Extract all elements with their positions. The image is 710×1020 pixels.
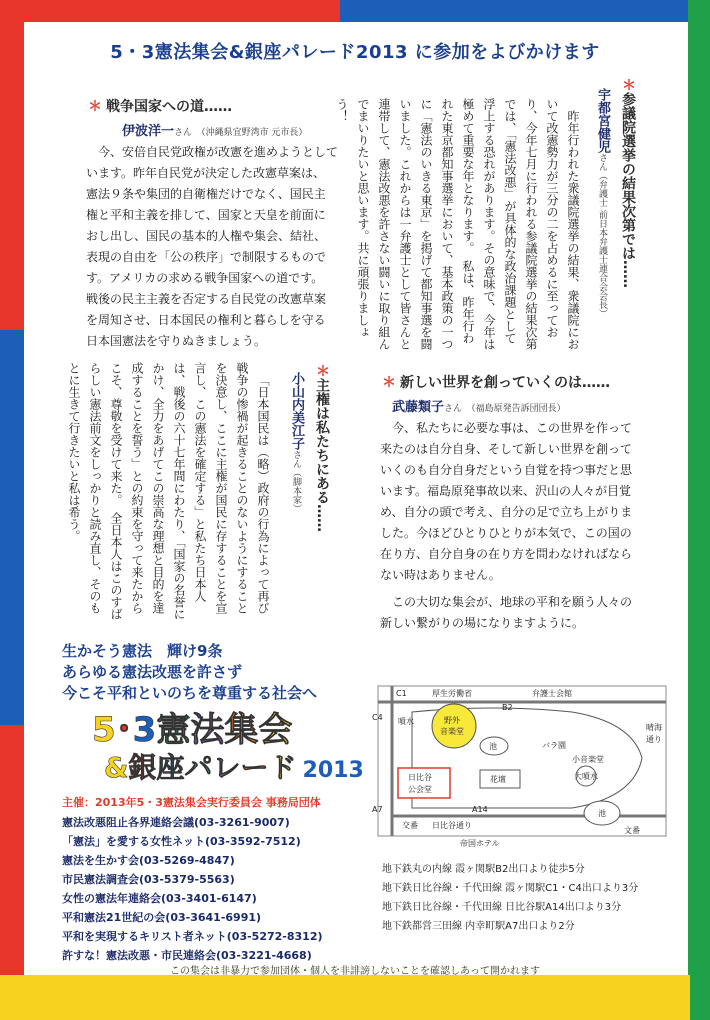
war-body bbox=[86, 142, 358, 352]
organizer-item: 憲法改悪阻止各界連絡会議(03-3261-9007) bbox=[62, 816, 290, 829]
event-title-line2 bbox=[104, 746, 364, 786]
frame-top-left-red bbox=[0, 0, 340, 22]
sovereignty-body: 「日本国民は（略）政府の行為によって再び戦争の惨禍が起きることのないようにすることを決意し、ここに主権が国民に存することを宣言し、この憲法を確定する」と私たち日本人は、戦後の六十七年間にわたり、「国家の名誉にかけ、全力をあげてこの崇高な理想と目的を達成することを誓う」との約束を守って来たからこそ、尊敬を受けて来た。 全日本人はこのすばらしい憲法前文をしっかりと読み直し、そのもとに生きて行きたいと私は希う。 bbox=[67, 362, 270, 620]
newworld-line: 新しい繋がりの場になりますように。 bbox=[380, 616, 585, 630]
event-title-char: ー bbox=[240, 751, 269, 784]
war-line: 日本国憲法を守りぬきましょう。 bbox=[86, 334, 267, 348]
newworld-line: いくのも自分自身だという自覚を持つ事だと思 bbox=[380, 463, 633, 477]
map-label-hibiya1: 日比谷 bbox=[408, 773, 432, 782]
frame-right-green bbox=[688, 0, 710, 1020]
map-label-kadan: 花壇 bbox=[490, 775, 506, 784]
star-icon: ＊ bbox=[88, 99, 102, 115]
organizer-label: 主催：2013年5・3憲法集会実行委員会 事務局団体 bbox=[62, 796, 321, 809]
war-line: 憲法９条や集団的自衛権だけでなく、国民主 bbox=[86, 187, 326, 201]
newworld-body bbox=[380, 418, 670, 634]
event-title-char: レ bbox=[212, 751, 241, 784]
war-line: 今、安倍自民党政権が改憲を進めようとして bbox=[98, 145, 339, 159]
map-label-ike2: 池 bbox=[598, 809, 606, 818]
footer-note: この集会は非暴力で参加団体・個人を非誹謗しないことを確認しあって開かれます bbox=[170, 966, 540, 977]
event-title-char: 憲 bbox=[156, 710, 191, 750]
event-title-char: ド bbox=[268, 751, 297, 784]
newworld-author: 武藤類子さん （福島原発告訴団団長） bbox=[392, 400, 566, 415]
access-item: 地下鉄日比谷線・千代田線 霞ヶ関駅C1・C4出口より3分 bbox=[382, 883, 639, 894]
star-icon: ＊ bbox=[382, 375, 396, 391]
slogan-2: あらゆる憲法改悪を許さず bbox=[62, 663, 243, 681]
newworld-line: め、自分の頭で考え、自分の足で立ち上がりま bbox=[380, 505, 633, 519]
map-label-b2: B2 bbox=[502, 703, 513, 712]
newworld-line: した。今ほどひとりひとりが本気で、この国の bbox=[380, 526, 632, 540]
organizer-item: 許すな！憲法改悪・市民連絡会(03-3221-4668) bbox=[62, 949, 312, 962]
newworld-line: 来たのは自分自身、そして新しい世界を創って bbox=[380, 442, 633, 456]
map-label-hibiya2: 公会堂 bbox=[408, 785, 432, 794]
event-title-char: 銀 bbox=[128, 751, 157, 784]
frame-bottom-yellow bbox=[0, 975, 690, 1020]
newworld-heading: ＊ 新しい世界を創っていくのは…… bbox=[382, 375, 610, 391]
war-line: す。アメリカの求める戦争国家への道です。 bbox=[86, 271, 324, 285]
organizer-item: 「憲法」を愛する女性ネット(03-3592-7512) bbox=[62, 835, 301, 848]
map-label-harumi: 晴海 bbox=[646, 723, 662, 732]
war-line: 戦後の民主主義を否定する自民党の改憲草案 bbox=[86, 292, 327, 306]
election-heading: ＊参議院選挙の結果次第では…… bbox=[620, 78, 636, 288]
frame-left-blue bbox=[0, 330, 24, 725]
map-label-kosei: 厚生労働省 bbox=[432, 689, 472, 698]
war-line: 権と平和主義を排して、国家と天皇を前面に bbox=[86, 208, 326, 222]
organizer-item: 憲法を生かす会(03-5269-4847) bbox=[62, 854, 235, 867]
page-title: 5・3憲法集会&銀座パレード2013 に参加をよびかけます bbox=[110, 42, 600, 63]
sovereignty-author: 小山内美江子さん（脚本家） bbox=[289, 372, 304, 513]
slogan-3: 今こそ平和といのちを尊重する社会へ bbox=[62, 684, 318, 702]
venue-map bbox=[372, 668, 672, 848]
event-title-char: 座 bbox=[156, 751, 185, 784]
war-line: います。昨年自民党が決定した改憲草案は、 bbox=[86, 166, 326, 180]
access-item: 地下鉄日比谷線・千代田線 日比谷駅A14出口より3分 bbox=[382, 902, 622, 913]
map-label-kosukido: 小音楽堂 bbox=[572, 755, 604, 764]
organizer-item: 平和を実現するキリスト者ネット(03-5272-8312) bbox=[62, 930, 323, 943]
map-label-ongakudo: 音楽堂 bbox=[440, 727, 464, 736]
map-label-c1: C1 bbox=[396, 689, 407, 698]
organizer-item: 平和憲法21世紀の会(03-3641-6991) bbox=[62, 911, 262, 924]
map-label-hotel: 帝国ホテル bbox=[460, 839, 500, 848]
map-label-c4: C4 bbox=[372, 713, 383, 722]
war-author: 伊波洋一さん （沖縄県宜野湾市 元市長） bbox=[122, 124, 308, 139]
newworld-line: います。福島原発事故以来、沢山の人々が目覚 bbox=[380, 484, 632, 498]
event-title-char: & bbox=[104, 751, 129, 784]
map-label-bunban: 文番 bbox=[624, 826, 640, 835]
map-label-yagai: 野外 bbox=[444, 716, 460, 725]
map-label-funsui: 噴水 bbox=[398, 717, 414, 726]
event-year: 2013 bbox=[302, 758, 364, 783]
map-label-bengoshi: 弁護士会館 bbox=[532, 689, 572, 698]
newworld-line: 今、私たちに必要な事は、この世界を作って bbox=[392, 421, 633, 435]
election-author: 宇都宮健児さん（弁護士 前日本弁護士連合会会長） bbox=[595, 88, 610, 318]
event-title-char: 5 bbox=[92, 710, 116, 750]
organizer-item: 市民憲法調査会(03-5379-5563) bbox=[62, 873, 235, 886]
slogan-1: 生かそう憲法 輝け9条 bbox=[62, 642, 223, 660]
star-icon: ＊ bbox=[620, 78, 636, 92]
war-heading: ＊ 戦争国家への道…… bbox=[88, 99, 232, 115]
event-title-char: ･ bbox=[115, 710, 133, 750]
frame-top-right-blue bbox=[340, 0, 710, 22]
newworld-line: ない時はありません。 bbox=[380, 568, 501, 582]
organizer-item: 女性の憲法年連絡会(03-3401-6147) bbox=[62, 892, 257, 905]
map-label-kouban: 交番 bbox=[402, 821, 418, 830]
newworld-line: この大切な集会が、地球の平和を願う人々の bbox=[392, 595, 633, 609]
map-label-dori: 通り bbox=[646, 735, 662, 744]
access-item: 地下鉄丸の内線 霞ヶ関駅B2出口より徒歩5分 bbox=[382, 864, 585, 875]
event-title-char: 会 bbox=[258, 710, 293, 750]
election-body: 昨年行われた衆議院選挙の結果、衆議院において改憲勢力が三分の二を占めるに至っており、今年七月に行われる参議院選挙の結果次第では、「憲法改悪」が具体的な政治課題として浮上する恐れがあります。その意味で、今年は極めて重要な年となります。 私は、昨年行われた東京都知事選挙において、基本政策の一つに「憲法のいきる東京」を掲げて都知事選を闘いました。これからは一弁護士として皆さんと連帯して、憲法改悪を許さない闘いに取り組んでまいりたいと思います。共に頑張りましょう！ bbox=[335, 98, 580, 350]
star-icon: ＊ bbox=[314, 364, 330, 378]
war-line: 表現の自由を「公の秩序」で制限するもので bbox=[86, 250, 327, 264]
access-item: 地下鉄都営三田線 内幸町駅A7出口より2分 bbox=[382, 921, 575, 932]
event-title-char: 集 bbox=[224, 710, 259, 750]
war-line: おし出し、国民の基本的人権や集会、結社、 bbox=[86, 229, 327, 243]
map-label-hibiyadori: 日比谷通り bbox=[432, 821, 472, 830]
map-label-daifunsui: 大噴水 bbox=[574, 772, 598, 781]
sovereignty-heading: ＊主権は私たちにある…… bbox=[314, 364, 330, 532]
map-label-a7: A7 bbox=[372, 805, 383, 814]
war-line: を周知させ、日本国民の権利と暮らしを守る bbox=[86, 313, 326, 327]
map-label-a14: A14 bbox=[472, 805, 488, 814]
event-title-char: 法 bbox=[190, 710, 225, 750]
map-outdoor-stage bbox=[432, 704, 476, 748]
event-title-line1 bbox=[92, 702, 292, 751]
event-title-char: 3 bbox=[132, 710, 157, 750]
map-label-barazono: バラ園 bbox=[542, 741, 566, 750]
map-label-ike1: 池 bbox=[489, 742, 497, 751]
event-title-char: パ bbox=[184, 751, 213, 784]
newworld-line: 在り方、自分自身の在り方を問わなければなら bbox=[380, 547, 633, 561]
